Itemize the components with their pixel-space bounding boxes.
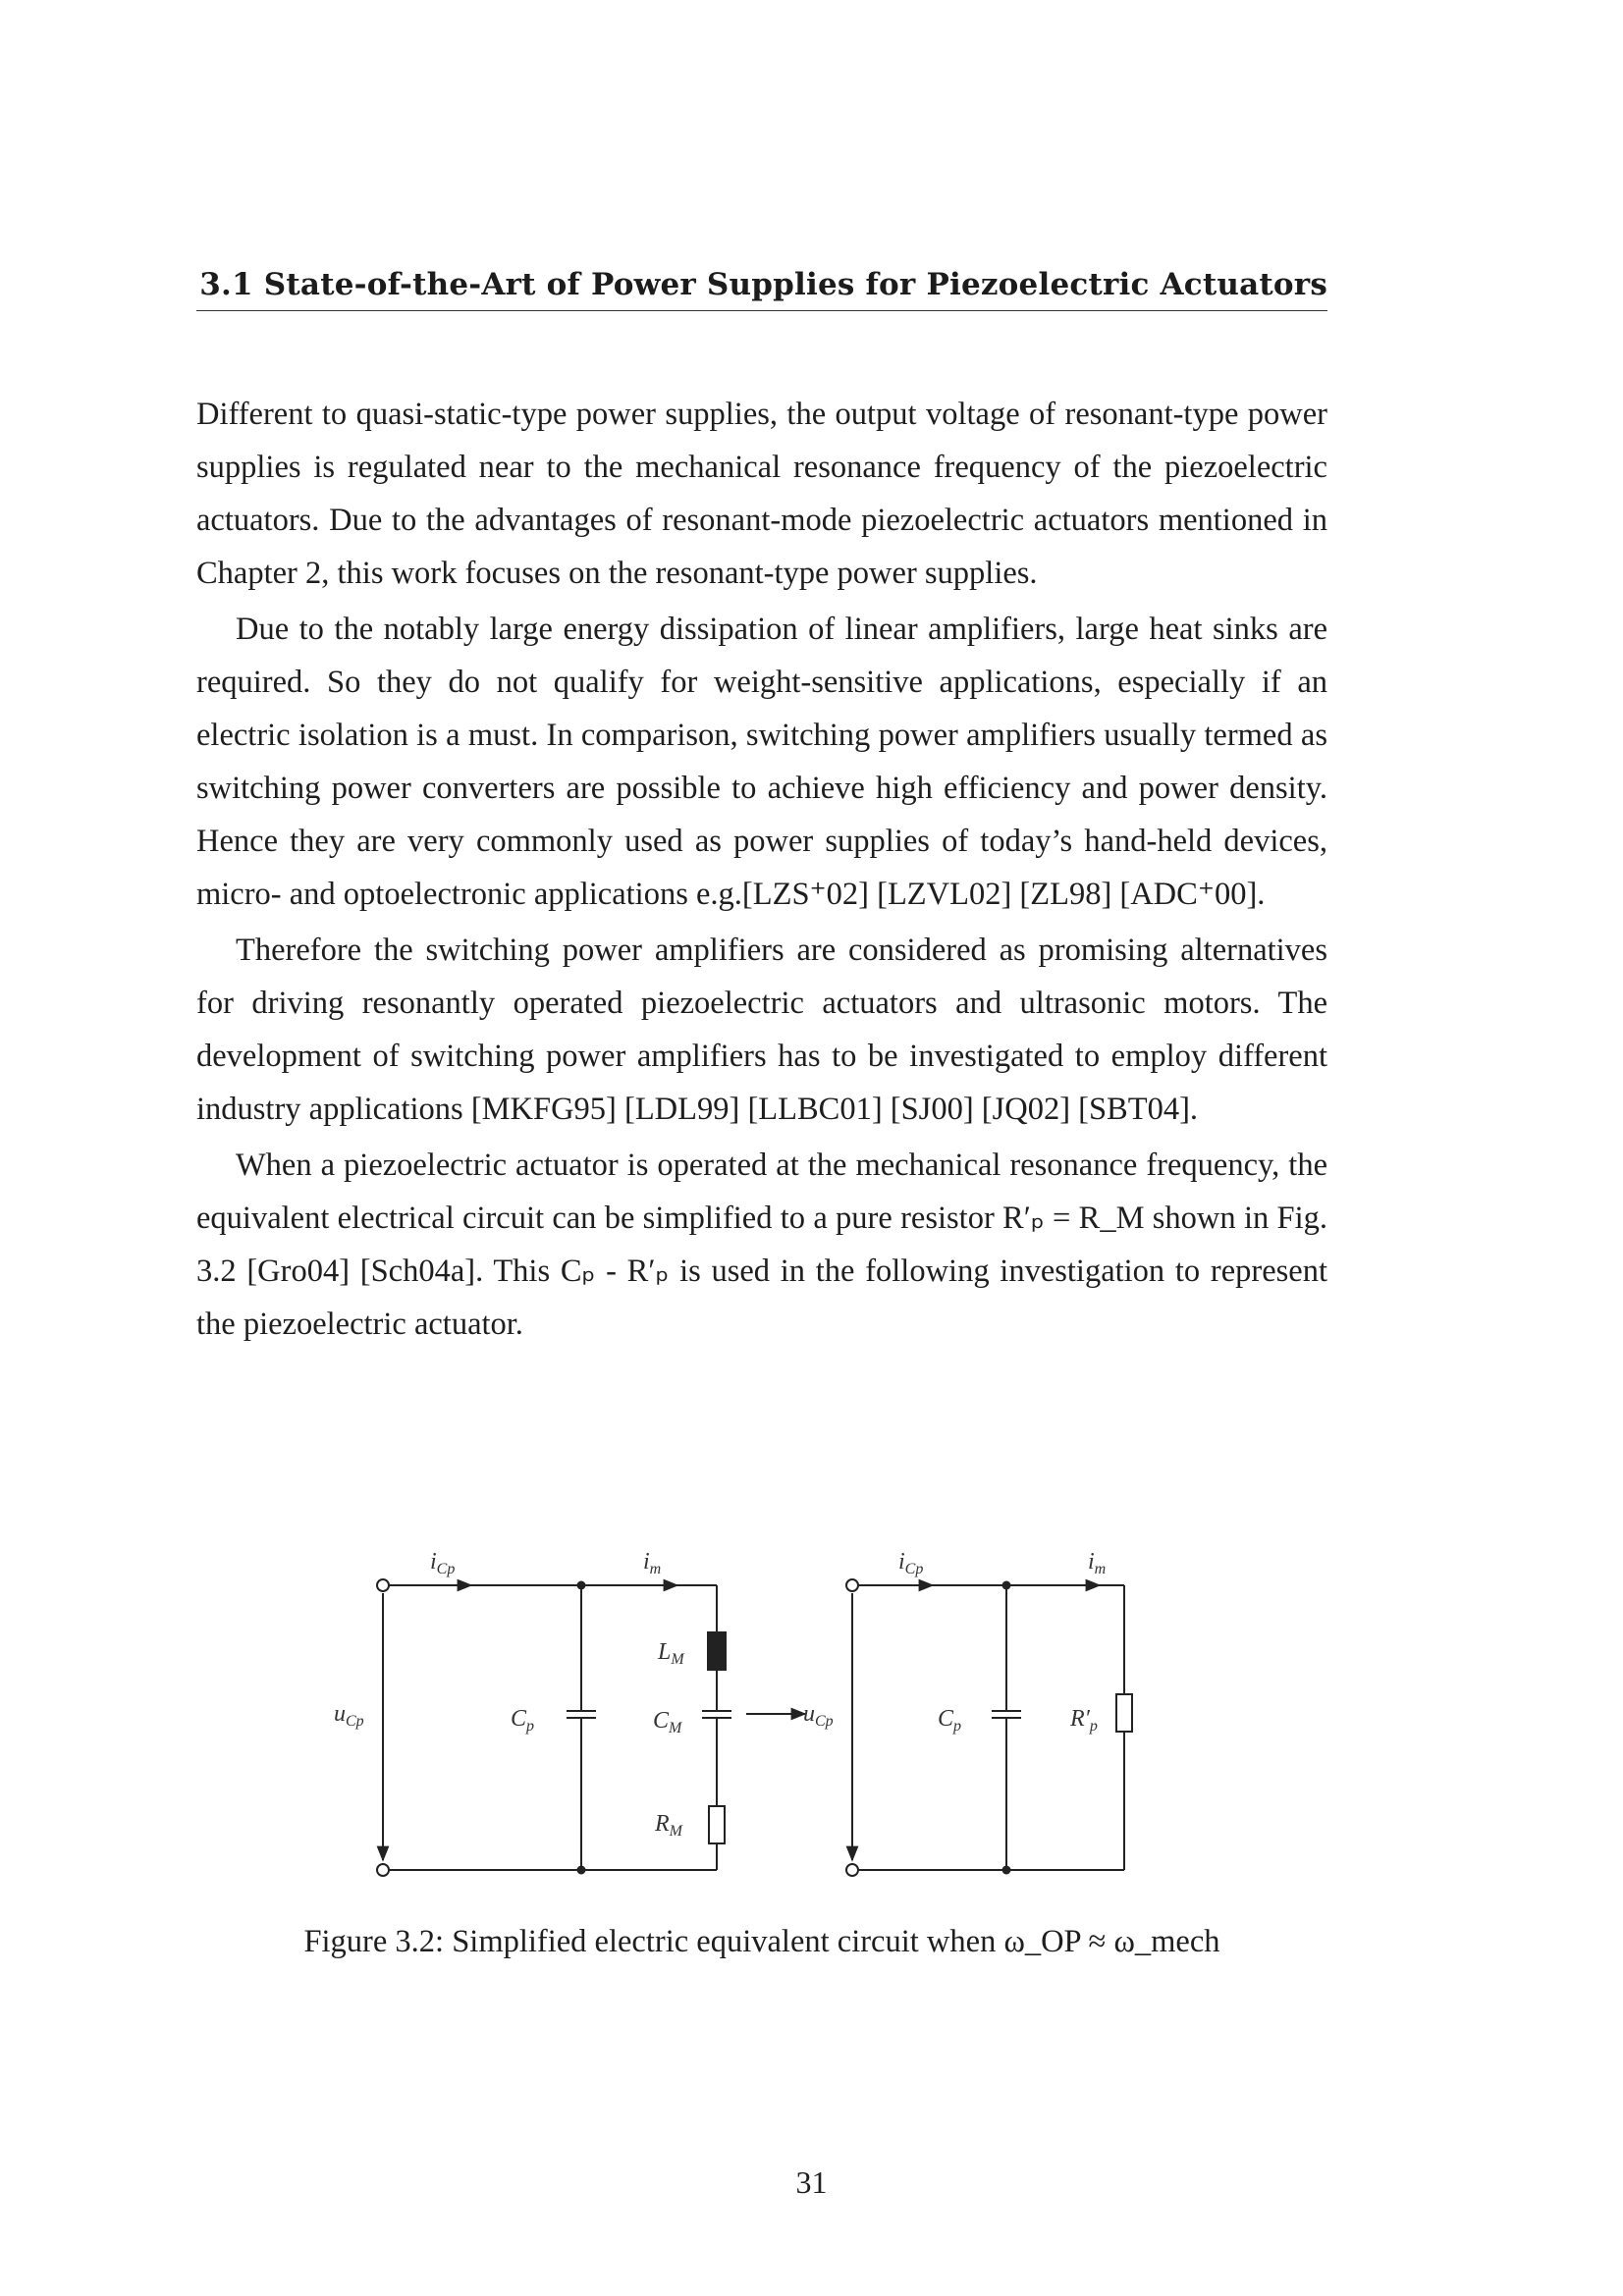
right-terminal-bottom: [846, 1864, 858, 1876]
left-terminal-top: [377, 1579, 389, 1591]
label-u-cp-right: $u_{Cp}$: [803, 1701, 834, 1730]
running-header: 3.1 State-of-the-Art of Power Supplies for Piezoelectric Actuators: [196, 267, 1327, 311]
label-i-cp-right: $i_{Cp}$: [898, 1549, 924, 1577]
label-c-p: $C_p$: [511, 1706, 535, 1735]
paragraph: When a piezoelectric actuator is operated at the mechanical resonance frequency, the equivalent electrical circuit can be simplified to a pure resistor R′ₚ = R_M shown in Fig. 3.2 [Gro04] [Sch04a]. This Cₚ - R′ₚ is used in the following investigation to represent the piezoelectric actuator.: [196, 1148, 1327, 1342]
circuit-figure: [324, 1539, 1227, 1902]
paragraph: Therefore the switching power amplifiers are considered as promising alternatives for driving resonantly operated piezoelectric actuators and ultrasonic motors. The development of switching power amplifiers has to be investigated to employ different industry applications [MKFG95] [LDL99] [LLBC01] [SJ00] [JQ02] [SBT04].: [196, 933, 1327, 1127]
right-terminal-top: [846, 1579, 858, 1591]
figure-caption: Figure 3.2: Simplified electric equivalent circuit when ω_OP ≈ ω_mech: [303, 1924, 1220, 1959]
page-number: 31: [795, 2164, 828, 2200]
label-r-p-right: $R'_p$: [1070, 1706, 1098, 1735]
label-i-cp: $i_{Cp}$: [430, 1549, 456, 1577]
resistor-rp: [1116, 1694, 1132, 1732]
paragraph: Different to quasi-static-type power supplies, the output voltage of resonant-type power supplies is regulated near to the mechanical resonance frequency of the piezoelectric actuators. Due to the advantages of resonant-mode piezoelectric actuators mentioned in Chapter 2, this work focuses on the resonant-type power supplies.: [196, 397, 1327, 591]
inductor-lm: [708, 1632, 726, 1670]
label-r-m: $R_M$: [655, 1811, 682, 1840]
label-i-m: $i_m$: [643, 1549, 662, 1577]
label-c-p-right: $C_p$: [938, 1706, 962, 1735]
resistor-rm: [709, 1806, 725, 1843]
paragraph: Due to the notably large energy dissipation of linear amplifiers, large heat sinks are required. So they do not qualify for weight-sensitive applications, especially if an electric isolation is a must. In comparison, switching power amplifiers usually termed as switching power converters are possible to achieve high efficiency and power density. Hence they are very commonly used as power supplies of today’s hand-held devices, micro- and optoelectronic applications e.g.[LZS⁺02] [LZVL02] [ZL98] [ADC⁺00].: [196, 612, 1327, 912]
circuit-diagram: [324, 1539, 1227, 1902]
label-c-m: $C_M$: [653, 1708, 682, 1736]
label-u-cp: $u_{Cp}$: [334, 1701, 364, 1730]
body-text: [196, 388, 1327, 1351]
label-i-m-right: $i_m$: [1088, 1549, 1107, 1577]
label-l-m: $L_M$: [658, 1639, 684, 1668]
left-terminal-bottom: [377, 1864, 389, 1876]
